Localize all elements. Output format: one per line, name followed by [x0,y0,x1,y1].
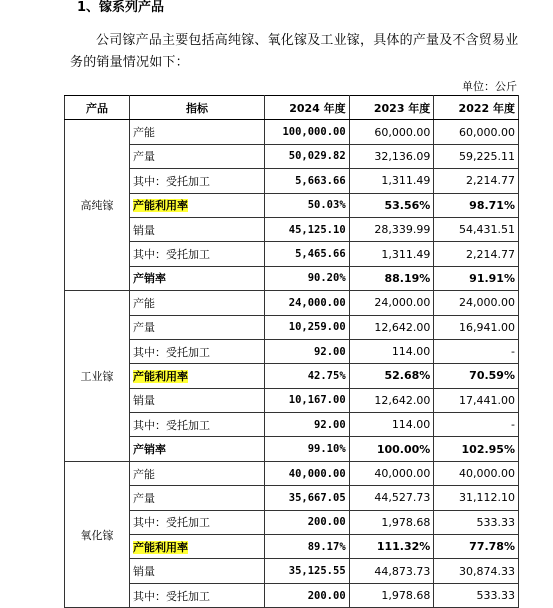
indicator-cell [130,315,265,339]
header-indicator: 指标 [130,96,265,120]
value-cell-2023: 53.56% [349,193,434,217]
table-row [65,217,519,241]
indicator-label: 其中：受托加工 [133,418,210,432]
indicator-cell [130,242,265,266]
value-cell-2024: 99.10% [265,437,350,461]
value-cell-2022: 91.91% [434,266,519,290]
value-cell-2023: 111.32% [349,535,434,559]
table-row [65,242,519,266]
value-cell-2023: 100.00% [349,437,434,461]
value-cell-2024: 92.00 [265,339,350,363]
indicator-label: 产能 [133,126,155,140]
indicator-cell [130,486,265,510]
header-product: 产品 [65,96,130,120]
indicator-cell [130,461,265,485]
indicator-label: 其中：受托加工 [133,516,210,530]
value-cell-2023: 28,339.99 [349,217,434,241]
indicator-label: 销量 [133,223,155,237]
value-cell-2022: 31,112.10 [434,486,519,510]
product-name-cell: 工业镓 [65,291,130,462]
indicator-label: 产能 [133,467,155,481]
value-cell-2023: 44,873.73 [349,559,434,583]
table-row [65,291,519,315]
value-cell-2022: 17,441.00 [434,388,519,412]
value-cell-2024: 10,167.00 [265,388,350,412]
value-cell-2024: 10,259.00 [265,315,350,339]
indicator-label: 产能利用率 [133,369,188,383]
section-heading: 1、镓系列产品 [77,0,165,15]
value-cell-2022: 98.71% [434,193,519,217]
unit-label: 单位：公斤 [462,80,517,93]
value-cell-2022: 533.33 [434,510,519,534]
value-cell-2023: 32,136.09 [349,144,434,168]
value-cell-2024: 200.00 [265,510,350,534]
table-header-row [65,96,519,120]
value-cell-2022: 60,000.00 [434,120,519,144]
indicator-cell [130,339,265,363]
indicator-cell [130,510,265,534]
table-row [65,535,519,559]
value-cell-2024: 50,029.82 [265,144,350,168]
indicator-label: 产销率 [133,272,166,286]
table-row [65,583,519,607]
table-row [65,437,519,461]
value-cell-2022: 77.78% [434,535,519,559]
table-row [65,169,519,193]
value-cell-2022: 102.95% [434,437,519,461]
value-cell-2023: 60,000.00 [349,120,434,144]
value-cell-2023: 52.68% [349,364,434,388]
indicator-label: 销量 [133,394,155,408]
table-row [65,388,519,412]
value-cell-2024: 5,663.66 [265,169,350,193]
value-cell-2023: 24,000.00 [349,291,434,315]
indicator-label: 产销率 [133,443,166,457]
value-cell-2024: 100,000.00 [265,120,350,144]
value-cell-2024: 42.75% [265,364,350,388]
indicator-label: 产量 [133,491,155,505]
indicator-cell [130,266,265,290]
table-row [65,510,519,534]
value-cell-2023: 114.00 [349,339,434,363]
value-cell-2022: 24,000.00 [434,291,519,315]
table-row [65,144,519,168]
indicator-cell [130,144,265,168]
value-cell-2022: 59,225.11 [434,144,519,168]
indicator-cell [130,217,265,241]
product-name-cell: 氧化镓 [65,461,130,607]
table-row [65,364,519,388]
indicator-cell [130,583,265,607]
value-cell-2023: 114.00 [349,413,434,437]
indicator-cell [130,388,265,412]
value-cell-2022: 30,874.33 [434,559,519,583]
indicator-label: 销量 [133,565,155,579]
indicator-cell [130,291,265,315]
table-row [65,120,519,144]
value-cell-2022: 2,214.77 [434,242,519,266]
indicator-label: 其中：受托加工 [133,345,210,359]
value-cell-2022: 40,000.00 [434,461,519,485]
value-cell-2022: 16,941.00 [434,315,519,339]
indicator-label: 产能利用率 [133,199,188,213]
indicator-cell [130,535,265,559]
table-row [65,193,519,217]
value-cell-2024: 92.00 [265,413,350,437]
table-row [65,266,519,290]
value-cell-2022: - [434,339,519,363]
value-cell-2022: - [434,413,519,437]
value-cell-2024: 89.17% [265,535,350,559]
indicator-label: 产能利用率 [133,540,188,554]
indicator-cell [130,364,265,388]
value-cell-2023: 12,642.00 [349,315,434,339]
value-cell-2023: 1,311.49 [349,242,434,266]
value-cell-2024: 35,125.55 [265,559,350,583]
table-row [65,559,519,583]
indicator-cell [130,120,265,144]
intro-paragraph: 公司镓产品主要包括高纯镓、氧化镓及工业镓，具体的产量及不含贸易业务的销量情况如下： [70,33,519,70]
value-cell-2023: 44,527.73 [349,486,434,510]
value-cell-2023: 1,978.68 [349,510,434,534]
value-cell-2024: 90.20% [265,266,350,290]
value-cell-2024: 200.00 [265,583,350,607]
product-name-cell: 高纯镓 [65,120,130,291]
indicator-label: 其中：受托加工 [133,589,210,603]
value-cell-2023: 1,311.49 [349,169,434,193]
value-cell-2023: 12,642.00 [349,388,434,412]
indicator-label: 其中：受托加工 [133,248,210,262]
indicator-cell [130,437,265,461]
indicator-cell [130,413,265,437]
value-cell-2023: 88.19% [349,266,434,290]
indicator-label: 产能 [133,296,155,310]
value-cell-2023: 40,000.00 [349,461,434,485]
indicator-cell [130,169,265,193]
production-sales-table [64,95,519,608]
value-cell-2022: 533.33 [434,583,519,607]
table-row [65,315,519,339]
value-cell-2024: 50.03% [265,193,350,217]
indicator-label: 产量 [133,150,155,164]
indicator-label: 其中：受托加工 [133,174,210,188]
value-cell-2024: 5,465.66 [265,242,350,266]
table-row [65,486,519,510]
indicator-cell [130,559,265,583]
header-2024: 2024 年度 [265,96,350,120]
value-cell-2023: 1,978.68 [349,583,434,607]
header-2022: 2022 年度 [434,96,519,120]
value-cell-2024: 40,000.00 [265,461,350,485]
value-cell-2022: 54,431.51 [434,217,519,241]
header-2023: 2023 年度 [349,96,434,120]
table-row [65,339,519,363]
table-row [65,461,519,485]
value-cell-2022: 70.59% [434,364,519,388]
value-cell-2022: 2,214.77 [434,169,519,193]
indicator-cell [130,193,265,217]
indicator-label: 产量 [133,321,155,335]
value-cell-2024: 35,667.05 [265,486,350,510]
value-cell-2024: 45,125.10 [265,217,350,241]
table-row [65,413,519,437]
value-cell-2024: 24,000.00 [265,291,350,315]
